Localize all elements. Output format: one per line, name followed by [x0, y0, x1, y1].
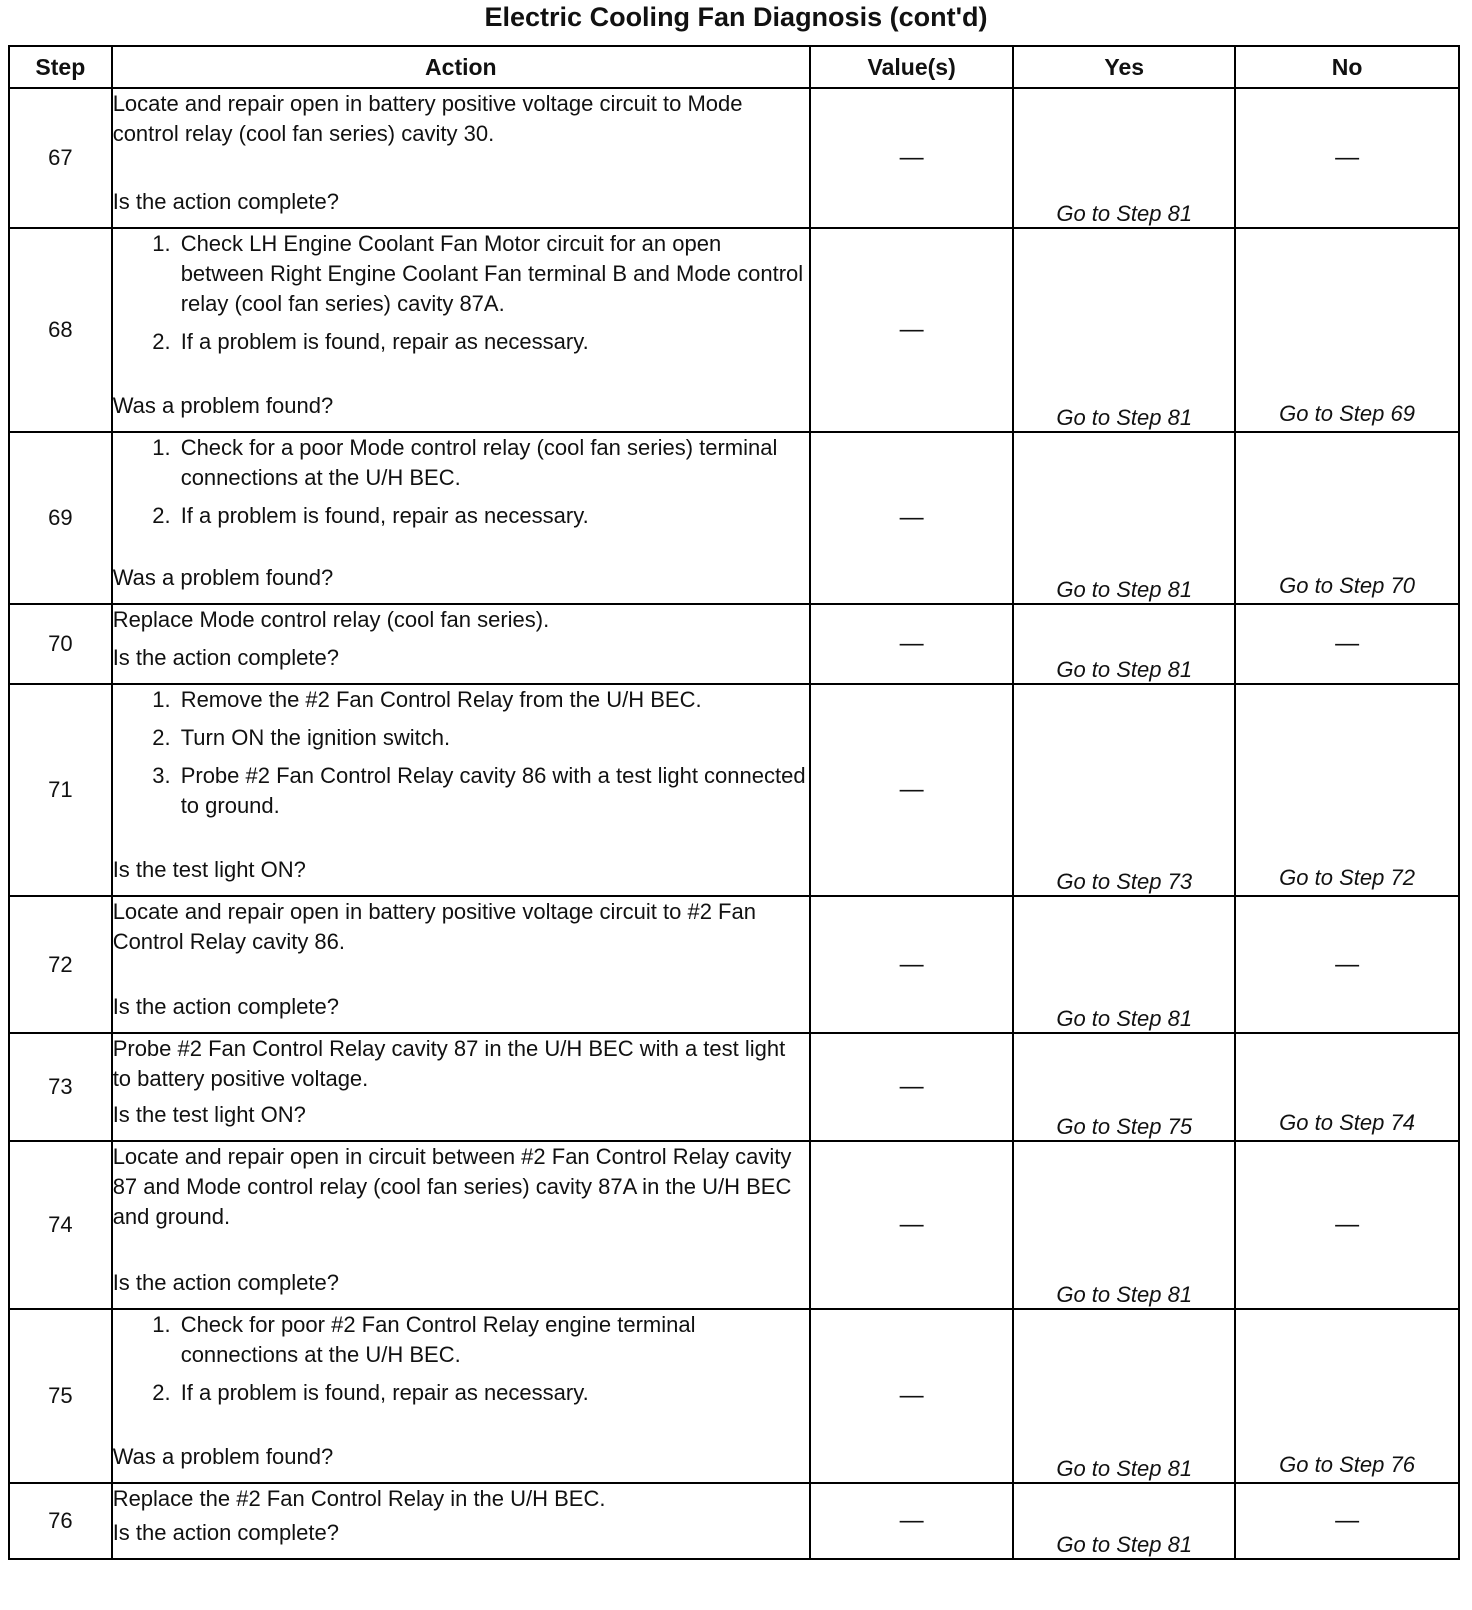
- action-cell: [112, 1309, 810, 1483]
- diagnosis-table: [8, 45, 1460, 1560]
- action-cell: [112, 1483, 810, 1559]
- value-cell: —: [810, 896, 1013, 1033]
- action-step-item: 2. If a problem is found, repair as necessary.: [177, 1378, 809, 1408]
- action-content: [113, 605, 809, 673]
- action-text: Probe #2 Fan Control Relay cavity 87 in the U/H BEC with a test light to battery positive voltage.: [112, 1036, 786, 1091]
- action-steps-list: [113, 229, 809, 365]
- action-question: Was a problem found?: [112, 393, 334, 418]
- action-cell: [112, 432, 810, 604]
- value-cell: —: [810, 228, 1013, 432]
- action-content: [113, 89, 809, 217]
- table-row: [9, 1033, 1459, 1141]
- no-outcome: Go to Step 76: [1235, 1309, 1459, 1483]
- step-number: 71: [9, 684, 112, 896]
- value-cell: —: [810, 1033, 1013, 1141]
- yes-outcome: Go to Step 81: [1013, 1483, 1235, 1559]
- step-number: 69: [9, 432, 112, 604]
- no-outcome: Go to Step 74: [1235, 1033, 1459, 1141]
- step-number: 70: [9, 604, 112, 684]
- yes-outcome: Go to Step 81: [1013, 88, 1235, 228]
- header-values: Value(s): [810, 46, 1013, 88]
- action-cell: [112, 88, 810, 228]
- step-number: 73: [9, 1033, 112, 1141]
- step-number: 75: [9, 1309, 112, 1483]
- no-outcome: —: [1235, 1483, 1459, 1559]
- action-question: Is the test light ON?: [112, 857, 306, 882]
- action-content: [113, 1484, 809, 1548]
- action-cell: [112, 1141, 810, 1309]
- header-step: Step: [9, 46, 112, 88]
- yes-outcome: Go to Step 81: [1013, 604, 1235, 684]
- step-number: 76: [9, 1483, 112, 1559]
- yes-outcome: Go to Step 81: [1013, 1141, 1235, 1309]
- action-question: Is the action complete?: [112, 189, 339, 214]
- table-row: [9, 1483, 1459, 1559]
- table-body: [9, 88, 1459, 1559]
- step-number: 68: [9, 228, 112, 432]
- action-question: Is the action complete?: [112, 645, 339, 670]
- value-cell: —: [810, 432, 1013, 604]
- action-content: [113, 897, 809, 1022]
- action-content: [113, 433, 809, 593]
- step-number: 67: [9, 88, 112, 228]
- action-cell: [112, 684, 810, 896]
- action-step-item: 1. Check for a poor Mode control relay (cool fan series) terminal connections at the U/H BEC.: [177, 433, 809, 493]
- action-content: [113, 1310, 809, 1472]
- table-row: [9, 1141, 1459, 1309]
- action-text: Locate and repair open in circuit between #2 Fan Control Relay cavity 87 and Mode control relay (cool fan series) cavity 87A in the U/H BEC and ground.: [112, 1144, 792, 1229]
- yes-outcome: Go to Step 75: [1013, 1033, 1235, 1141]
- no-outcome: Go to Step 69: [1235, 228, 1459, 432]
- table-row: [9, 896, 1459, 1033]
- step-number: 74: [9, 1141, 112, 1309]
- action-step-item: 1. Remove the #2 Fan Control Relay from the U/H BEC.: [177, 685, 809, 715]
- value-cell: —: [810, 604, 1013, 684]
- action-content: [113, 229, 809, 421]
- action-content: [113, 1142, 809, 1298]
- yes-outcome: Go to Step 81: [1013, 432, 1235, 604]
- page-title: Electric Cooling Fan Diagnosis (cont'd): [484, 2, 988, 32]
- table-row: [9, 228, 1459, 432]
- no-outcome: —: [1235, 604, 1459, 684]
- value-cell: —: [810, 1141, 1013, 1309]
- action-step-item: 1. Check for poor #2 Fan Control Relay engine terminal connections at the U/H BEC.: [177, 1310, 809, 1370]
- step-number: 72: [9, 896, 112, 1033]
- action-cell: [112, 1033, 810, 1141]
- action-steps-list: [113, 433, 809, 539]
- header-action: Action: [112, 46, 810, 88]
- yes-outcome: Go to Step 81: [1013, 228, 1235, 432]
- action-step-item: 3. Probe #2 Fan Control Relay cavity 86 with a test light connected to ground.: [177, 761, 809, 821]
- yes-outcome: Go to Step 81: [1013, 896, 1235, 1033]
- value-cell: —: [810, 1483, 1013, 1559]
- action-question: Is the test light ON?: [112, 1102, 306, 1127]
- action-content: [113, 1034, 809, 1130]
- action-text: Replace Mode control relay (cool fan series).: [112, 607, 550, 632]
- action-question: Was a problem found?: [112, 565, 334, 590]
- header-no: No: [1235, 46, 1459, 88]
- action-cell: [112, 896, 810, 1033]
- value-cell: —: [810, 88, 1013, 228]
- action-text: Locate and repair open in battery positive voltage circuit to #2 Fan Control Relay cavity 86.: [112, 899, 756, 954]
- yes-outcome: Go to Step 73: [1013, 684, 1235, 896]
- table-row: [9, 1309, 1459, 1483]
- value-cell: —: [810, 1309, 1013, 1483]
- action-content: [113, 685, 809, 885]
- action-question: Was a problem found?: [112, 1444, 334, 1469]
- action-step-item: 2. If a problem is found, repair as necessary.: [177, 327, 809, 357]
- no-outcome: —: [1235, 896, 1459, 1033]
- header-yes: Yes: [1013, 46, 1235, 88]
- action-question: Is the action complete?: [112, 1520, 339, 1545]
- no-outcome: —: [1235, 88, 1459, 228]
- table-row: [9, 88, 1459, 228]
- table-row: [9, 432, 1459, 604]
- table-header-row: [9, 46, 1459, 88]
- action-question: Is the action complete?: [112, 994, 339, 1019]
- no-outcome: Go to Step 70: [1235, 432, 1459, 604]
- action-steps-list: [113, 1310, 809, 1416]
- action-text: Replace the #2 Fan Control Relay in the U/H BEC.: [112, 1486, 606, 1511]
- table-row: [9, 684, 1459, 896]
- no-outcome: —: [1235, 1141, 1459, 1309]
- yes-outcome: Go to Step 81: [1013, 1309, 1235, 1483]
- no-outcome: Go to Step 72: [1235, 684, 1459, 896]
- action-text: Locate and repair open in battery positive voltage circuit to Mode control relay (cool fan series) cavity 30.: [112, 91, 743, 146]
- value-cell: —: [810, 684, 1013, 896]
- action-step-item: 1. Check LH Engine Coolant Fan Motor circuit for an open between Right Engine Coolant Fan terminal B and Mode control relay (cool fan series) cavity 87A.: [177, 229, 809, 319]
- action-steps-list: [113, 685, 809, 829]
- action-cell: [112, 228, 810, 432]
- table-row: [9, 604, 1459, 684]
- action-cell: [112, 604, 810, 684]
- action-step-item: 2. Turn ON the ignition switch.: [177, 723, 809, 753]
- action-question: Is the action complete?: [112, 1270, 339, 1295]
- action-step-item: 2. If a problem is found, repair as necessary.: [177, 501, 809, 531]
